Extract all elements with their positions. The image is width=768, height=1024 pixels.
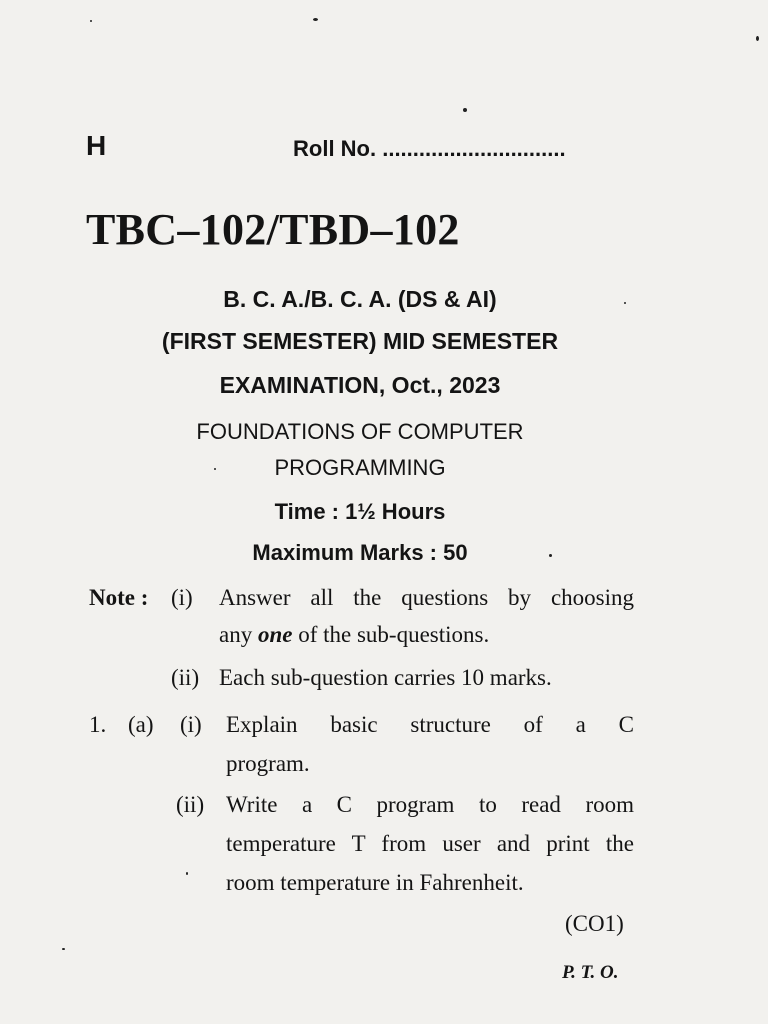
maximum-marks: Maximum Marks : 50 xyxy=(252,540,468,565)
course-outcome-tag: (CO1) xyxy=(565,911,624,936)
note-item-text: Each sub-question carries 10 marks. xyxy=(219,665,552,690)
subject-title-line2: PROGRAMMING xyxy=(274,455,446,480)
scan-speck xyxy=(549,554,552,557)
scan-speck xyxy=(62,948,65,950)
scan-speck xyxy=(186,872,188,875)
scan-speck xyxy=(463,108,467,112)
note-text-segment: of the sub-questions. xyxy=(292,622,490,647)
programme-title: B. C. A./B. C. A. (DS & AI) xyxy=(223,286,497,312)
question-number: 1. xyxy=(89,712,107,737)
sub-question-number: (i) xyxy=(180,712,202,737)
subject-title-line1: FOUNDATIONS OF COMPUTER xyxy=(196,419,524,444)
semester-title: (FIRST SEMESTER) MID SEMESTER xyxy=(161,328,559,354)
emphasis-word: one xyxy=(257,622,293,647)
note-text-segment: any xyxy=(219,622,258,647)
scan-speck xyxy=(624,302,626,304)
roll-number-field: Roll No. .............................. xyxy=(293,136,566,161)
note-item-text: Answer all the questions by choosing xyxy=(219,585,634,610)
note-item-number: (i) xyxy=(171,585,193,610)
note-item-text-continued xyxy=(219,622,489,648)
please-turn-over: P. T. O. xyxy=(562,962,619,983)
scan-speck xyxy=(90,20,92,22)
exam-title: EXAMINATION, Oct., 2023 xyxy=(219,372,501,398)
exam-time: Time : 1½ Hours xyxy=(274,499,446,524)
scan-speck xyxy=(313,18,318,21)
sub-question-text: Write a C program to read room xyxy=(226,792,634,817)
sub-question-number: (ii) xyxy=(176,792,205,817)
paper-code: TBC–102/TBD–102 xyxy=(86,205,460,254)
scan-speck xyxy=(756,36,759,41)
question-part: (a) xyxy=(128,712,154,737)
note-item-number: (ii) xyxy=(171,665,200,690)
series-letter: H xyxy=(86,130,107,161)
scan-speck xyxy=(214,468,216,470)
sub-question-text-continued: program. xyxy=(226,751,310,776)
sub-question-text: Explain basic structure of a C xyxy=(226,712,634,737)
sub-question-text-continued: temperature T from user and print the xyxy=(226,831,634,856)
sub-question-text-continued: room temperature in Fahrenheit. xyxy=(226,870,524,895)
note-label: Note : xyxy=(89,585,149,610)
